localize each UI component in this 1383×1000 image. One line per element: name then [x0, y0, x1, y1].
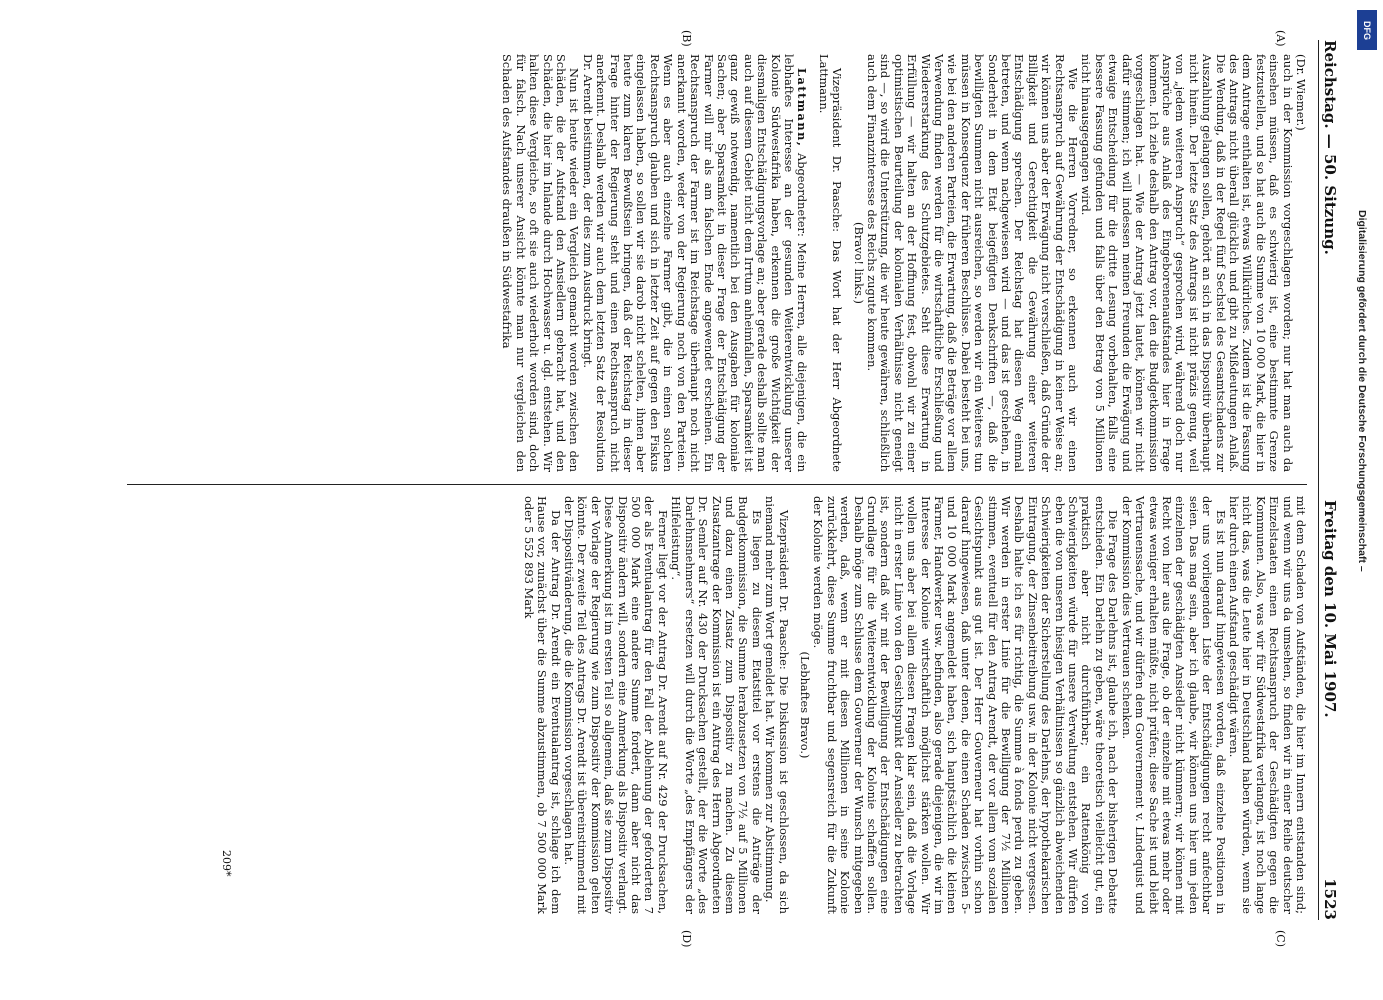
paragraph: Es liegen zu diesem Etatstitel vor erstens die Anträge der Budgetkommission, die Summe herabzusetzen von 7½ auf 5 Millionen und dazu einen Zusatz zum Dispositiv zu machen. Zu diesem Zusatzantrage der Kommission ist ein Antrag des Herrn Abgeordneten Dr. Semler auf Nr. 430 der Drucksachen gestellt, der die Worte „des Darlehnsnehmers“ ersetzen will durch die Worte „des Empfängers der Hilfeleistung“.: [669, 496, 764, 914]
header-session: Reichstag. — 50. Sitzung.: [1321, 40, 1339, 255]
column-divider: [127, 484, 1307, 485]
margin-mark-a: (A): [1274, 30, 1287, 47]
speech-text: Abgeordneter: Meine Herren, alle diejenigen, die ein lebhaftes Interesse an der gesunden Weiterentwicklung unserer Kolonie Südwestafrika haben, erkennen die große Wichtigkeit der diesmaligen Entschädigungsvorlage an; aber gerade deshalb sollte man auch auf diesem Gebiet nicht dem Irrtum anheimfallen, Sparsamkeit ist ganz gewiß notwendig, namentlich bei den Ausgaben für koloniale Sachen; aber Sparsamkeit in dieser Frage der Entschädigung der Farmer will mir als am falschen Ende angewendet erscheinen. Ein Rechtsanspruch der Farmer ist im Reichstage überhaupt noch nicht anerkannt worden, weder von der Regierung noch von den Parteien. Wenn es aber auch einzelne Farmer gibt, die in einen solchen Rechtsanspruch glauben und sich in letzter Zeit auf gegen den Fiskus eingelassen haben, so sollen wir sie darob nicht schelten, ihnen aber heute zum klaren Bewußtsein bringen, daß der Reichstag in dieser Frage hinter der Regierung steht und einen Rechtsanspruch nicht anerkennt. Deshalb werden wir auch dem letzten Satz der Resolution Dr. Arendt beistimmen, der dies zum Ausdruck bringt.: [580, 54, 810, 472]
paragraph: Ferner liegt vor der Antrag Dr. Arendt auf Nr. 429 der Drucksachen, der als Eventualantrag für den Fall der Ablehnung der geforderten 7 500 000 Mark eine andere Summe fordert, dann aber nicht das Dispositiv ändern will, sondern eine Anmerkung als Dispositiv verlangt. Diese Anmerkung ist im ersten Teil so allgemein, daß sie zum Dispositiv der Vorlage der Regierung wie zum Dispositiv der Kommission gelten könnte. Der zweite Teil des Antrags Dr. Arendt ist übereinstimmend mit der Dispositivänderung, die die Kommission vorgeschlagen hat.: [562, 496, 670, 914]
paragraph: Die Frage des Darlehns ist, glaube ich, nach der bisherigen Debatte entschieden. Ein Darlehn zu geben, wäre theoretisch vielleicht gut, ein praktisch aber nicht durchführbar; ein Rattenkönig von Schwierigkeiten würde für unsere Verwaltung entstehen. Wir dürfen eben die von unseren hiesigen Verhältnissen so gänzlich abweichenden Schwierigkeiten der Sicherstellung des Darlehns, der hypothekarischen Eintragung, der Zinsenbeitreibung usw. in der Kolonie nicht vergessen. Deshalb halte ich es für richtig, die Summe à fonds perdu zu geben. Wir werden in erster Linie für die Bewilligung der 7½ Millionen stimmen, eventuell für den Antrag Arendt, der vor allem vom sozialen Gesichtspunkt aus gut ist. Der Herr Gouverneur hat vorhin schon darauf hingewiesen, daß unter denen, die einen Schaden zwischen 5- und 10 000 Mark angemeldet haben, sich hauptsächlich die kleinen Farmer, Handwerker usw. befinden, also gerade diejenigen, die wir im Interesse der Kolonie wirtschaftlich möglichst stärken wollen. Wir wollen uns aber bei allem diesen Fragen klar sein, daß die Vorlage nicht in erster Linie von den Gesichtspunkt der Ansiedler zu betrachten ist, sondern daß wir mit der Bewilligung der Entschädigungen eine Grundlage für die Weiterentwicklung der Kolonie schaffen sollen. Deshalb möge zum Schlusse dem Gouverneur der Wunsch mitgegeben werden, daß, wenn er mit diesen Millionen in seine Kolonie zurückkehrt, diese Summe fruchtbar und segensreich für die Zukunft der Kolonie werden möge.: [811, 496, 1121, 914]
applause-note: (Bravo! links.): [851, 222, 866, 304]
paragraph: Da der Antrag Dr. Arendt ein Eventualantrag ist, schlage ich dem Hause vor, zunächst über die Summe abzustimmen, ob 7 500 000 Mark oder 5 552 893 Mark: [521, 496, 563, 914]
vice-president-remark: Vizepräsident Dr. Paasche: Die Diskussion ist geschlossen, da sich niemand mehr zum Wort gemeldet hat. Wir kommen zur Abstimmung.: [763, 496, 791, 914]
speaker-continued: (Dr. Wiemer.): [1294, 54, 1308, 131]
margin-mark-c: (C): [1274, 930, 1287, 947]
right-column: [521, 496, 1307, 914]
margin-mark-d: (D): [680, 930, 693, 948]
page-header: [1318, 40, 1339, 920]
applause-note: (Lebhaftes Bravo.): [797, 651, 812, 759]
vice-president-remark: Vizepräsident Dr. Paasche: Das Wort hat der Herr Abgeordnete Lattmann.: [816, 54, 845, 472]
margin-mark-b: (B): [680, 30, 693, 47]
speaker-name: Lattmann,: [795, 68, 810, 148]
paragraph: Wie die Herren Vorredner, so erkennen auch wir einen Rechtsanspruch auf Gewährung der Entschädigung in keiner Weise an; wir können uns aber der Erwägung nicht verschließen, daß Gründe der Billigkeit und Gerechtigkeit die Gewährung einer weiteren Entschädigung sprechen. Der Reichstag hat diesen Weg einmal betreten, und wenn nachgewiesen wird — und das ist geschehen, in Sonderheit in dem Etat beigefügten Denkschriften —, daß die bewilligten Summen nicht ausreichen, so werden wir ein Weiteres tun müssen in Konsequenz der früheren Beschlüsse. Dabei besteht bei uns, wie bei den anderen Parteien, die Erwartung, daß die Beträge vor allem Verwendung finden werden für die wirtschaftliche Erschließung und Wiedererstarkung des Schutzgebietes. Seht diese Erwartung in Erfüllung — wir halten an der Hoffnung fest, obwohl wir zu einer optimistischen Beurteilung der kolonialen Verhältnisse nicht geneigt sind —, so wird die Unterstützung, die wir heute gewähren, schließlich auch dem Finanzinteresse des Reichs zugute kommen.: [865, 54, 1081, 472]
page-number: 1523: [1321, 878, 1339, 920]
dfg-logo: DFG: [1357, 10, 1377, 50]
header-date: Freitag den 10. Mai 1907.: [1321, 500, 1339, 718]
paragraph: Nun ist heute wieder ein Vergleich gemacht worden zwischen den Schäden, die der Aufstand den Ansiedlern gebracht hat, und den Schäden, die hier im Inlande durch Hochwasser u. dgl. entstehen. Wir halten diese Vergleiche, so oft sie auch wiederholt worden sind, doch für falsch. Nach unserer Ansicht könnte man nur vergleichen den Schaden des Aufstandes draußen in Südwestafrika: [500, 54, 582, 472]
dfg-credit: [1355, 10, 1381, 990]
paragraph: Es ist nun darauf hingewiesen worden, daß einzelne Positionen in der uns vorliegenden Liste der Entschädigungen recht anfechtbar seien. Das mag sein, aber ich glaube, wir können uns hier um jeden einzelnen der geschädigten Ansiedler nicht kümmern; wir können mit Recht von hier aus die Frage, ob der einzelne mit etwas mehr oder etwas weniger erhalten müßte, nicht prüfen; diese Sache ist und bleibt Vertrauenssache, und wir dürfen dem Gouvernement v. Lindequist und der Kommission dies Vertrauen schenken.: [1119, 496, 1228, 914]
folio-mark: 209*: [220, 850, 233, 877]
credit-text: Digitalisierung gefördert durch die Deutsche Forschungsgemeinschaft –: [1356, 210, 1368, 572]
paragraph: auch in der Kommission vorgeschlagen worden; nur hat man auch da einsehen müssen, daß es schwierig ist, eine bestimmte Grenze festzustellen, und so hat auch die Summe von 10 000 Mark, die hier in dem Antrage enthalten ist, etwas Willkürliches. Zudem ist die Fassung des Antrags nicht überall glücklich und gibt zu Mißdeutungen Anlaß. Die Wendung, daß in der Regel fünf Sechstel des Gesamtschadens zur Auszahlung gelangen sollen, gehört an sich in das Dispositiv überhaupt nicht hinein. Der letzte Satz des Antrags ist nicht präzis genug, weil von „jedem weiteren Anspruch“ gesprochen wird, während doch nur Ansprüche aus Anlaß des Eingeborenenaufstandes hier in Frage kommen. Ich ziehe deshalb den Antrag vor, den die Budgetkommission vorgeschlagen hat. — Wie der Antrag jetzt lautet, können wir nicht dafür stimmen; ich will indessen meinen Freunden die Erwägung und etwaige Entscheidung für die dritte Lesung vorbehalten, falls eine bessere Fassung gefunden und falls über den Betrag von 5 Millionen nicht hinausgegangen wird.: [1079, 54, 1295, 472]
paragraph: mit dem Schaden von Aufständen, die hier im Innern entstanden sind; und wenn wir uns da umsehen, so finden wir in einer Reihe deutscher Einzelstaaten einen Rechtsanspruch der Geschädigten gegen die Kommunen. Also, was wir für Südwestafrika verlangen, ist noch lange nicht das, was die Leute hier in Deutschland haben würden, wenn sie hier durch einen Aufstand geschädigt wären.: [1226, 496, 1308, 914]
left-column: [500, 54, 1307, 472]
